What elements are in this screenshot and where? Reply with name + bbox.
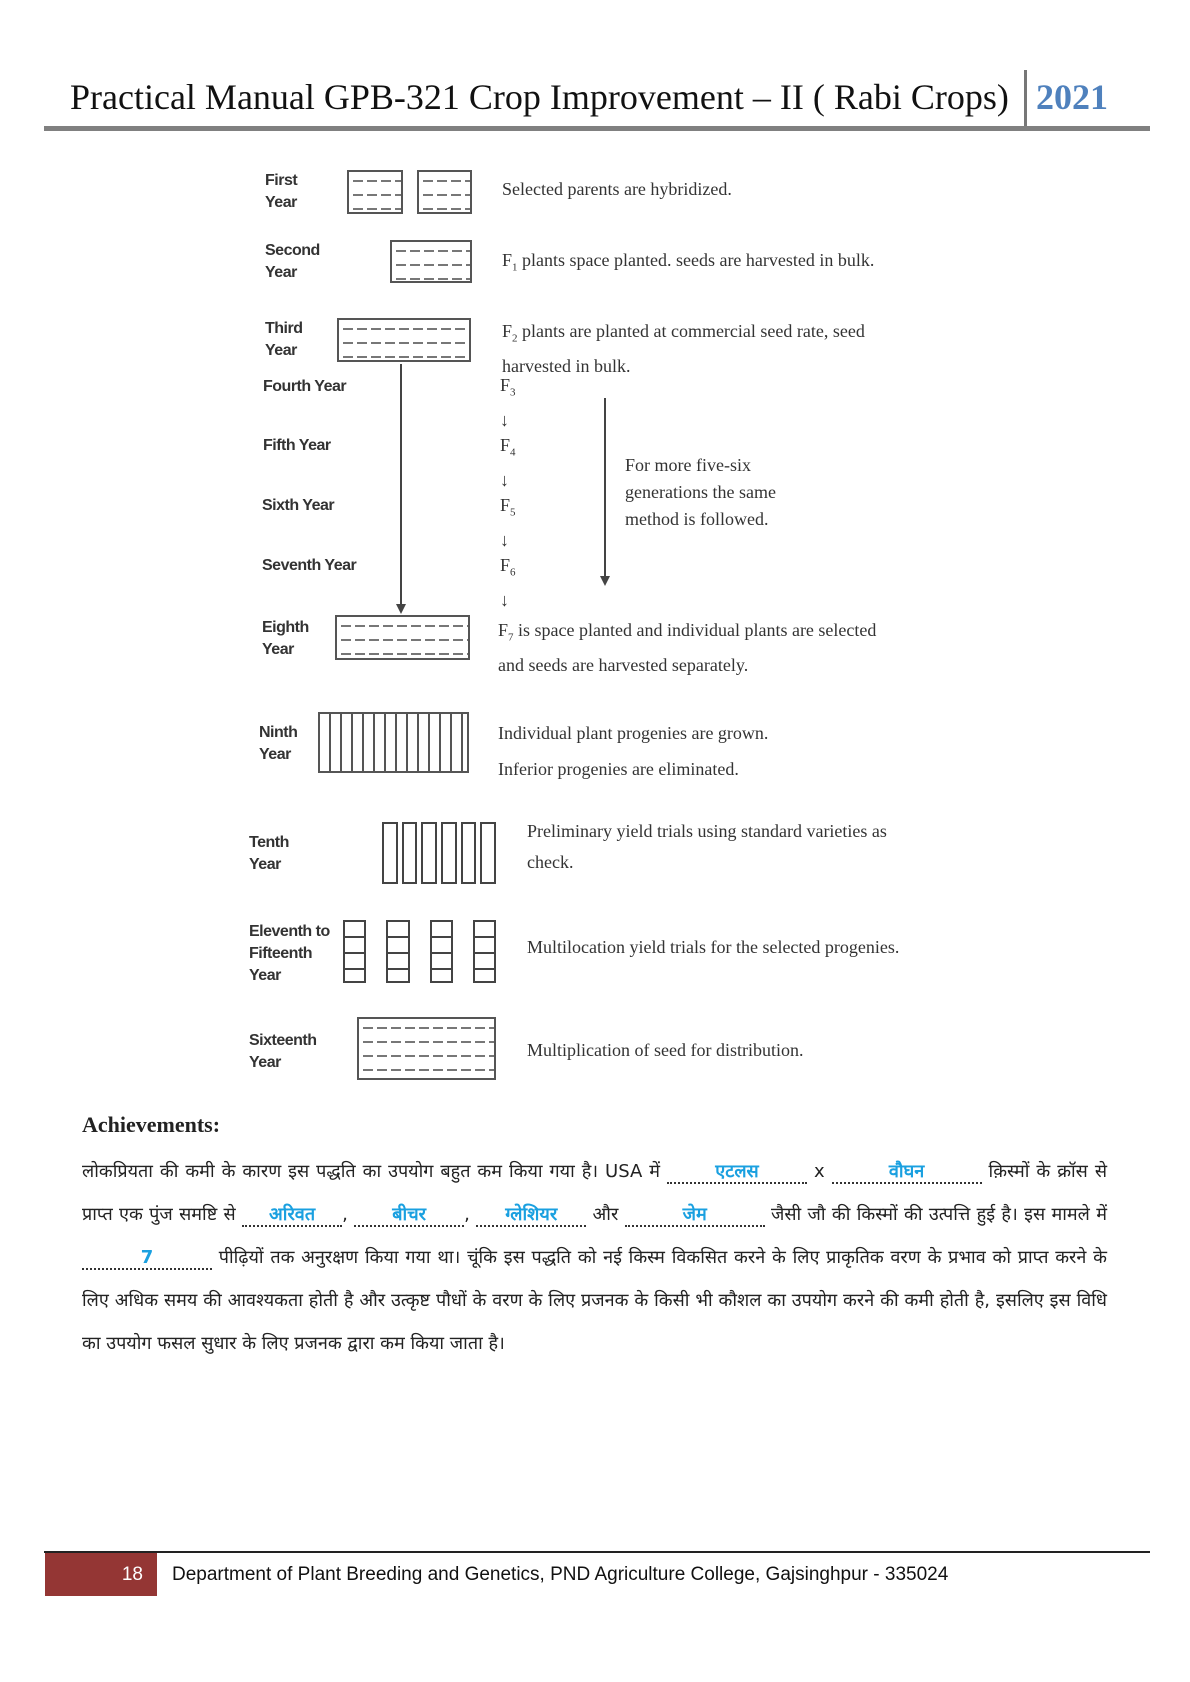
header-divider bbox=[1024, 70, 1027, 128]
fill-blank-7: 7 bbox=[82, 1248, 212, 1270]
step-description: Preliminary yield trials using standard varieties as check. bbox=[527, 821, 887, 872]
year-label: Tenth Year bbox=[249, 834, 289, 873]
achievements-paragraph: लोकप्रियता की कमी के कारण इस पद्धति का उपयोग बहुत कम किया गया है। USA में एटलस x वौघन क़िस्मों के क्रॉस से प्राप्त एक पुंज समष्टि से अरिवत , बीचर , ग्लेशियर और जेम जैसी जौ की किस्मों की उत्पत्ति हुई है। इस मामले में 7 पीढ़ियों तक अनुरक्षण किया गया था। चूंकि इस पद्धति को नई किस्म विकसित करने के लिए प्राकृतिक वरण के प्रभाव को प्राप्त करने के लिए अधिक समय की आवश्यकता होती है और उत्कृष्ट पौधों के वरण के लिए प्रजनक के किसी भी कौशल का उपयोग करने की कमी होती है, इसलिए इस विधि का उपयोग फसल सुधार के लिए प्रजनक द्वारा कम किया जाता है। bbox=[82, 1161, 1107, 1354]
seed-multiplication-plot-icon bbox=[357, 1017, 496, 1080]
arrow-down-icon bbox=[600, 576, 610, 586]
year-label: Seventh Year bbox=[262, 557, 357, 574]
year-label: Fourth Year bbox=[263, 378, 347, 395]
parent-plot-icon bbox=[347, 170, 403, 214]
year-label: Eleventh to Fifteenth Year bbox=[249, 923, 330, 984]
parent-plot-icon bbox=[417, 170, 472, 214]
generation-label: $F_4$ ↓ bbox=[500, 435, 516, 490]
trial-plot bbox=[421, 822, 437, 884]
trial-plot bbox=[343, 920, 366, 983]
f7-plot-icon bbox=[335, 615, 470, 660]
preliminary-trial-plots-icon bbox=[382, 822, 496, 884]
arrow-down-icon: ↓ bbox=[500, 469, 509, 490]
page-number: 18 bbox=[45, 1553, 157, 1596]
step-description: Individual plant progenies are grown. Inferior progenies are eliminated. bbox=[498, 723, 769, 779]
generation-label: $F_3$ ↓ bbox=[500, 375, 516, 430]
fill-blank-4: बीचर bbox=[354, 1205, 464, 1227]
step-description: $F_7$ is space planted and individual plants are selected and seeds are harvested separately. bbox=[498, 620, 877, 675]
year-label: Second Year bbox=[265, 242, 320, 281]
arrow-down-icon bbox=[396, 604, 406, 614]
step-description: $F_2$ plants are planted at commercial seed rate, seed harvested in bulk. bbox=[502, 321, 865, 376]
repeat-note: For more five-six generations the same method is followed. bbox=[625, 455, 776, 529]
generation-label: $F_6$ ↓ bbox=[500, 555, 516, 610]
trial-plot bbox=[430, 920, 453, 983]
step-description: Multilocation yield trials for the selected progenies. bbox=[527, 937, 900, 957]
year-label: Third Year bbox=[265, 320, 303, 359]
arrow-down-icon: ↓ bbox=[500, 529, 509, 550]
fill-blank-5: ग्लेशियर bbox=[476, 1205, 586, 1227]
fill-blank-2: वौघन bbox=[832, 1162, 982, 1184]
trial-plot bbox=[473, 920, 496, 983]
arrow-down-icon: ↓ bbox=[500, 589, 509, 610]
step-description: Selected parents are hybridized. bbox=[502, 179, 732, 199]
fill-blank-6: जेम bbox=[625, 1205, 765, 1227]
trial-plot bbox=[461, 822, 477, 884]
generation-label: $F_5$ ↓ bbox=[500, 495, 516, 550]
bulk-line bbox=[400, 364, 402, 608]
footer-text: Department of Plant Breeding and Genetics, PND Agriculture College, Gajsinghpur - 335024 bbox=[172, 1564, 949, 1585]
step-description: Multiplication of seed for distribution. bbox=[527, 1040, 804, 1060]
year-label: Sixteenth Year bbox=[249, 1032, 317, 1071]
year-label: Sixth Year bbox=[262, 497, 335, 514]
trial-plot bbox=[441, 822, 457, 884]
fill-blank-1: एटलस bbox=[667, 1162, 807, 1184]
achievements-heading: Achievements: bbox=[82, 1112, 221, 1137]
header-rule bbox=[44, 126, 1150, 131]
f1-plot-icon bbox=[390, 240, 472, 283]
repeat-line bbox=[604, 398, 606, 578]
fill-blank-3: अरिवत bbox=[242, 1205, 342, 1227]
year-label: Eighth Year bbox=[262, 619, 309, 658]
trial-plot bbox=[386, 920, 409, 983]
year-label: Ninth Year bbox=[259, 724, 298, 763]
trial-plot bbox=[480, 822, 496, 884]
step-description: $F_1$ plants space planted. seeds are harvested in bulk. bbox=[502, 250, 875, 274]
progeny-rows-icon bbox=[318, 712, 469, 773]
arrow-down-icon: ↓ bbox=[500, 409, 509, 430]
multilocation-plots-icon bbox=[343, 920, 496, 983]
header-year: 2021 bbox=[1036, 77, 1108, 117]
trial-plot bbox=[402, 822, 418, 884]
year-label: Fifth Year bbox=[263, 437, 331, 454]
page-title: Practical Manual GPB-321 Crop Improvement – II ( Rabi Crops) bbox=[70, 77, 1009, 117]
trial-plot bbox=[382, 822, 398, 884]
f2-plot-icon bbox=[337, 318, 471, 362]
year-label: First Year bbox=[265, 172, 298, 211]
